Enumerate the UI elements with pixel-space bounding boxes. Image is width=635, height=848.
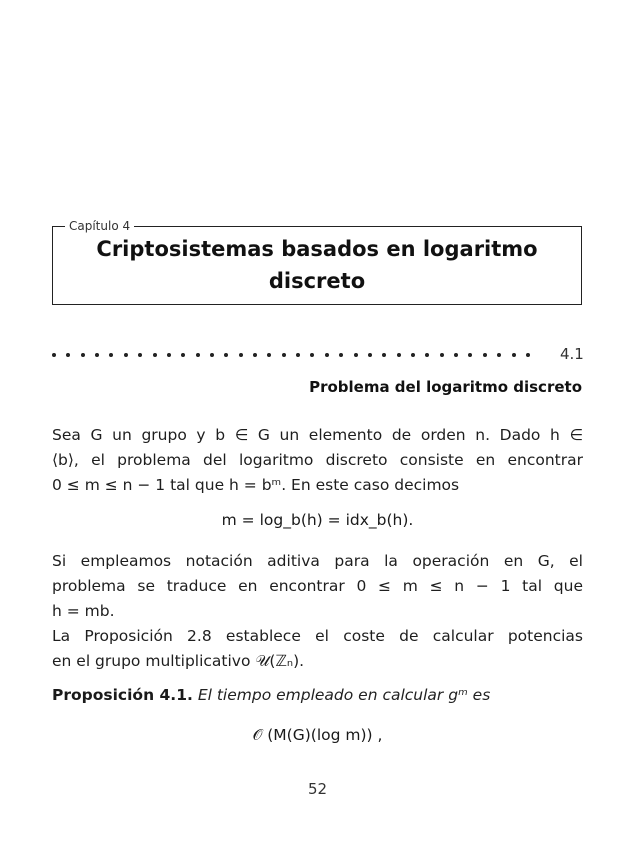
- proposition-label: Proposición 4.1.: [52, 686, 193, 704]
- paragraph-2-line-2: problema se traduce en encontrar 0 ≤ m ≤ n − 1 tal que: [52, 577, 583, 595]
- paragraph-2-line-1: Si empleamos notación aditiva para la operación en G, el: [52, 552, 583, 570]
- proposition: [52, 686, 490, 704]
- paragraph-1-line-2: ⟨b⟩, el problema del logaritmo discreto consiste en encontrar: [52, 451, 583, 469]
- equation-complexity: 𝒪 (M(G)(log m)) ,: [252, 726, 383, 744]
- chapter-title-line-1: Criptosistemas basados en logaritmo: [96, 237, 538, 261]
- section-number: 4.1: [560, 345, 584, 363]
- paragraph-3-line-2: en el grupo multiplicativo 𝒰(ℤₙ).: [52, 652, 305, 670]
- equation-discrete-log: m = log_b(h) = idx_b(h).: [221, 511, 414, 529]
- paragraph-3: [52, 624, 583, 674]
- paragraph-2-line-3: h = mb.: [52, 602, 115, 620]
- paragraph-3-line-1: La Proposición 2.8 establece el coste de calcular potencias: [52, 627, 583, 645]
- chapter-heading-box: [52, 219, 582, 305]
- paragraph-1-line-3: 0 ≤ m ≤ n − 1 tal que h = bᵐ. En este caso decimos: [52, 476, 460, 494]
- proposition-text: El tiempo empleado en calcular gᵐ es: [197, 686, 491, 704]
- chapter-label: Capítulo 4: [65, 218, 134, 234]
- paragraph-2: [52, 549, 583, 624]
- paragraph-1-line-1: Sea G un grupo y b ∈ G un elemento de orden n. Dado h ∈: [52, 426, 583, 444]
- chapter-title-line-2: discreto: [268, 269, 366, 293]
- page-number: 52: [307, 780, 328, 798]
- paragraph-1: [52, 423, 583, 498]
- chapter-title: [53, 233, 581, 297]
- section-dotted-rule: [52, 346, 530, 364]
- section-title: Problema del logaritmo discreto: [309, 378, 582, 396]
